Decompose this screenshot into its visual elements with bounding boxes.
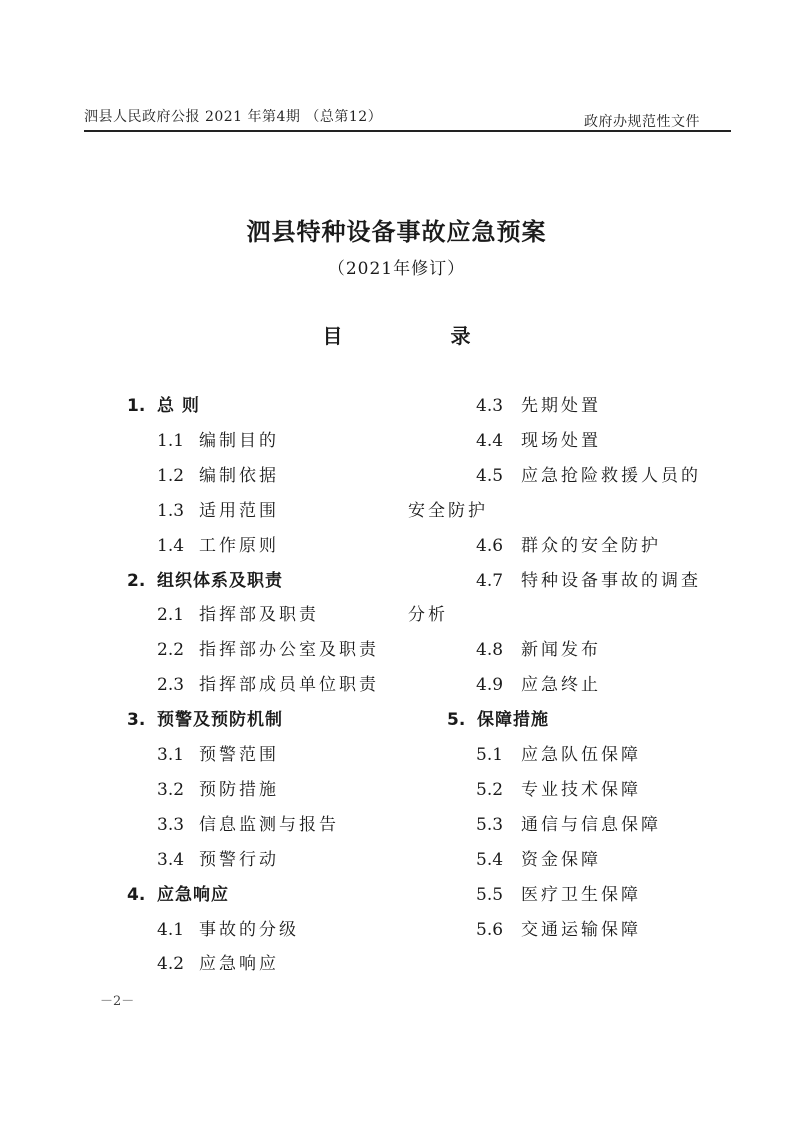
toc-entry-text: 应急队伍保障: [521, 745, 641, 765]
toc-entry: [157, 463, 279, 489]
toc-entry: [157, 428, 279, 454]
toc-entry-text: 保障措施: [477, 710, 549, 731]
toc-entry: [157, 672, 379, 698]
toc-entry: [476, 777, 641, 803]
bulletin-header: 泗县人民政府公报 2021 年第4期 （总第12）: [84, 109, 383, 125]
toc-section: [127, 707, 283, 733]
document-category: 政府办规范性文件: [584, 114, 700, 130]
toc-entry-text: 指挥部办公室及职责: [199, 640, 379, 661]
toc-entry-text: 预防措施: [199, 779, 279, 800]
toc-entry-number: 4.3: [476, 396, 504, 416]
toc-entry: [476, 917, 641, 943]
toc-entry-number: 5.6: [476, 919, 504, 940]
toc-entry: [157, 812, 339, 838]
toc-entry-number: 4.4: [476, 430, 504, 451]
toc-entry-number: 5.4: [476, 849, 504, 870]
toc-entry: [157, 742, 279, 768]
toc-entry-number: 3.1: [157, 745, 185, 765]
toc-entry-text: 医疗卫生保障: [521, 884, 641, 905]
toc-entry: [476, 428, 601, 454]
toc-entry: [157, 847, 279, 873]
toc-entry-text: 特种设备事故的调查: [521, 570, 701, 591]
toc-entry: [476, 882, 641, 908]
toc-entry-text: 预警行动: [199, 849, 279, 870]
document-subtitle: （2021年修订）: [327, 259, 466, 279]
toc-entry: [157, 498, 279, 524]
toc-entry-text: 通信与信息保障: [521, 814, 661, 835]
toc-entry-number: 4.: [127, 884, 146, 905]
toc-entry-number: 4.8: [476, 640, 504, 661]
toc-entry-text: 交通运输保障: [521, 919, 641, 940]
toc-entry-number: 2.2: [157, 640, 185, 661]
toc-entry-text: 事故的分级: [199, 919, 299, 940]
toc-entry-text: 应急响应: [157, 884, 229, 905]
toc-entry: [157, 951, 279, 977]
toc-entry-number: 1.3: [157, 500, 185, 521]
toc-entry-text: 信息监测与报告: [199, 814, 339, 835]
toc-entry-number: 4.1: [157, 919, 185, 940]
toc-entry: [476, 568, 701, 594]
toc-entry-number: 5.2: [476, 779, 504, 800]
toc-entry-number: 1.: [127, 396, 146, 416]
toc-entry-text: 指挥部成员单位职责: [199, 675, 379, 696]
toc-entry-text: 先期处置: [521, 396, 601, 416]
toc-entry-number: 2.: [127, 570, 146, 591]
toc-entry-text: 应急终止: [521, 675, 601, 696]
toc-entry-number: 5.1: [476, 745, 504, 765]
toc-section: [447, 707, 549, 733]
toc-entry-continuation: [408, 602, 448, 628]
toc-entry-text: 应急响应: [199, 954, 279, 975]
toc-entry-text: 应急抢险救援人员的: [521, 465, 701, 486]
toc-entry-continuation: [408, 498, 488, 524]
document-title: 泗县特种设备事故应急预案: [246, 217, 547, 246]
toc-entry-number: 3.3: [157, 814, 185, 835]
toc-entry: [476, 533, 661, 559]
toc-entry: [476, 847, 601, 873]
toc-entry: [157, 637, 379, 663]
toc-entry-number: 2.1: [157, 605, 185, 626]
toc-entry-number: 1.4: [157, 535, 185, 556]
toc-entry: [476, 463, 701, 489]
toc-entry-number: 3.2: [157, 779, 185, 800]
toc-entry-number: 4.6: [476, 535, 504, 556]
toc-entry-number: 1.2: [157, 465, 185, 486]
toc-entry-number: 5.5: [476, 884, 504, 905]
toc-entry-text: 指挥部及职责: [199, 605, 319, 626]
toc-entry-number: 3.4: [157, 849, 185, 870]
toc-entry-text: 适用范围: [199, 500, 279, 521]
toc-entry-text: 分析: [408, 605, 448, 626]
toc-entry: [157, 602, 319, 628]
toc-entry-number: 4.2: [157, 954, 185, 975]
toc-entry: [476, 672, 601, 698]
toc-entry: [157, 533, 279, 559]
toc-entry-text: 编制依据: [199, 465, 279, 486]
toc-entry-number: 5.3: [476, 814, 504, 835]
toc-entry-number: 4.5: [476, 465, 504, 486]
toc-entry-text: 专业技术保障: [521, 779, 641, 800]
toc-entry-text: 总 则: [157, 396, 200, 416]
toc-entry-number: 4.7: [476, 570, 504, 591]
toc-entry-number: 4.9: [476, 675, 504, 696]
toc-section: [127, 568, 283, 594]
header-divider: [84, 130, 731, 132]
toc-entry-text: 现场处置: [521, 430, 601, 451]
toc-entry-text: 预警及预防机制: [157, 710, 283, 731]
page-number: －2－: [100, 994, 135, 1009]
toc-entry-text: 资金保障: [521, 849, 601, 870]
toc-entry: [157, 917, 299, 943]
toc-entry-number: 5.: [447, 710, 466, 731]
toc-entry: [476, 637, 601, 663]
toc-entry-text: 群众的安全防护: [521, 535, 661, 556]
toc-entry: [476, 812, 661, 838]
toc-entry-text: 新闻发布: [521, 640, 601, 661]
toc-entry-number: 3.: [127, 710, 146, 731]
toc-entry-text: 编制目的: [199, 430, 279, 451]
toc-section: [127, 393, 200, 419]
toc-section: [127, 882, 229, 908]
toc-heading: 目 录: [322, 324, 515, 348]
toc-entry-number: 1.1: [157, 430, 185, 451]
toc-entry-text: 安全防护: [408, 500, 488, 521]
toc-entry-text: 预警范围: [199, 745, 279, 765]
toc-entry-text: 工作原则: [199, 535, 279, 556]
toc-entry: [476, 393, 601, 419]
toc-entry-number: 2.3: [157, 675, 185, 696]
toc-entry: [157, 777, 279, 803]
toc-entry-text: 组织体系及职责: [157, 570, 283, 591]
toc-entry: [476, 742, 641, 768]
